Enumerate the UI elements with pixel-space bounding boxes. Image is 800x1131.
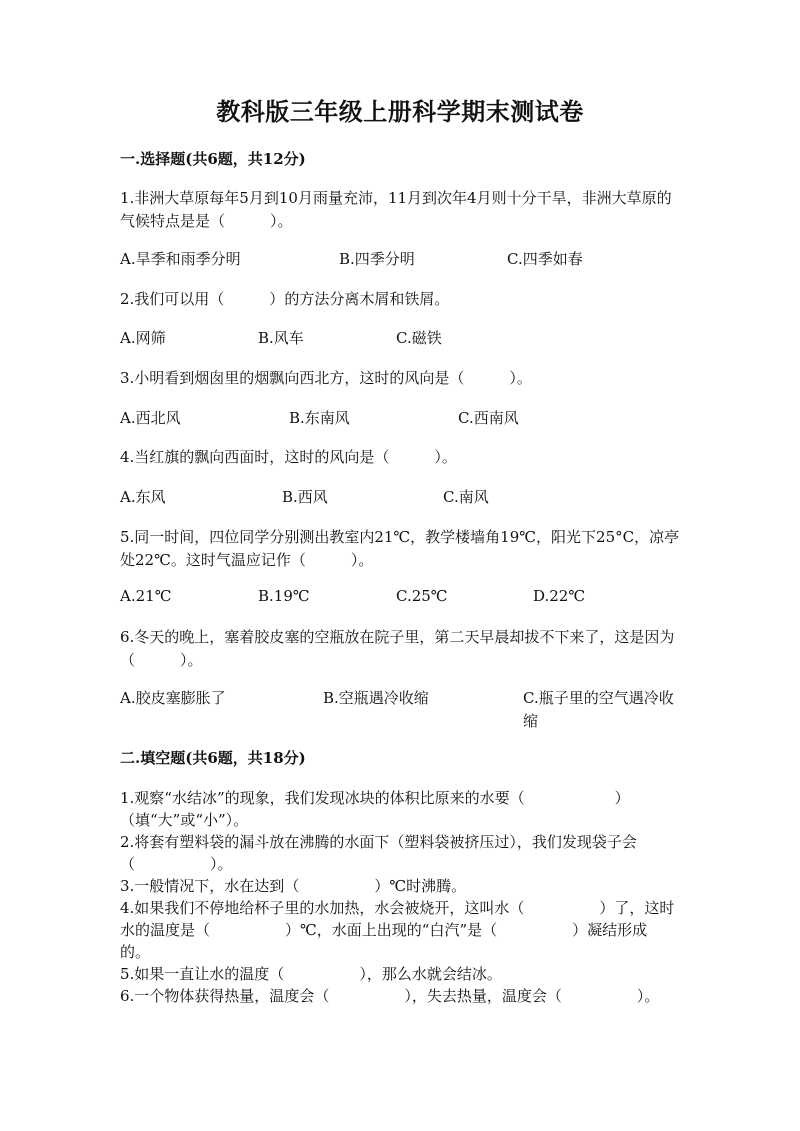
- section-2-heading: 二.填空题(共6题，共18分): [120, 749, 306, 767]
- question-5-option-b: B.19℃: [258, 587, 310, 605]
- question-2-option-b: B.风车: [258, 329, 304, 347]
- page-title: 教科版三年级上册科学期末测试卷: [216, 97, 584, 126]
- question-3-option-b: B.东南风: [289, 409, 350, 427]
- question-2-option-c: C.磁铁: [396, 329, 442, 347]
- question-3-option-c: C.西南风: [458, 409, 519, 427]
- question-6-option-b: B.空瓶遇冷收缩: [323, 689, 429, 707]
- question-3-stem: 3.小明看到烟囱里的烟飘向西北方，这时的风向是（ ）。: [120, 369, 532, 387]
- fill-item-3: 3.一般情况下，水在达到（ ）℃时沸腾。: [120, 877, 467, 895]
- question-6-option-a: A.胶皮塞膨胀了: [120, 689, 226, 707]
- question-1-option-a: A.旱季和雨季分明: [120, 250, 241, 268]
- fill-item-5: 5.如果一直让水的温度（ ），那么水就会结冰。: [120, 965, 502, 983]
- fill-item-2: 2.将套有塑料袋的漏斗放在沸腾的水面下（塑料袋被挤压过），我们发现袋子会（ ）。: [120, 833, 637, 873]
- question-6-option-c: C.瓶子里的空气遇冷收缩: [523, 689, 674, 730]
- fill-item-4: 4.如果我们不停地给杯子里的水加热，水会被烧开，这叫水（ ）了，这时水的温度是（ ）℃，水面上出现的“白汽”是（ ）凝结形成的。: [120, 899, 675, 961]
- question-2-stem: 2.我们可以用（ ）的方法分离木屑和铁屑。: [120, 290, 450, 308]
- section-1-heading: 一.选择题(共6题，共12分): [120, 150, 306, 168]
- question-1-stem: 1.非洲大草原每年5月到10月雨量充沛，11月到次年4月则十分干旱，非洲大草原的气候特点是是（ ）。: [120, 189, 672, 230]
- question-4-option-b: B.西风: [282, 488, 328, 506]
- question-6-stem: 6.冬天的晚上，塞着胶皮塞的空瓶放在院子里，第二天早晨却拔不下来了，这是因为（ ）。: [120, 628, 675, 669]
- question-4-option-a: A.东风: [120, 488, 166, 506]
- question-4-stem: 4.当红旗的飘向西面时，这时的风向是（ ）。: [120, 448, 457, 466]
- question-2-option-a: A.网筛: [120, 329, 166, 347]
- question-1-option-c: C.四季如春: [507, 250, 583, 268]
- question-5-option-a: A.21℃: [120, 587, 172, 605]
- fill-item-6: 6.一个物体获得热量，温度会（ ），失去热量，温度会（ ）。: [120, 987, 660, 1005]
- fill-item-1: 1.观察“水结冰”的现象，我们发现冰块的体积比原来的水要（ ）（填“大”或“小”）。: [120, 789, 630, 829]
- question-5-option-c: C.25℃: [396, 587, 448, 605]
- question-1-option-b: B.四季分明: [339, 250, 415, 268]
- question-3-option-a: A.西北风: [120, 409, 181, 427]
- question-5-option-d: D.22℃: [533, 587, 586, 605]
- question-4-option-c: C.南风: [443, 488, 489, 506]
- question-5-stem: 5.同一时间，四位同学分别测出教室内21℃，教学楼墙角19℃，阳光下25°C，凉亭处22℃。这时气温应记作（ ）。: [120, 528, 680, 569]
